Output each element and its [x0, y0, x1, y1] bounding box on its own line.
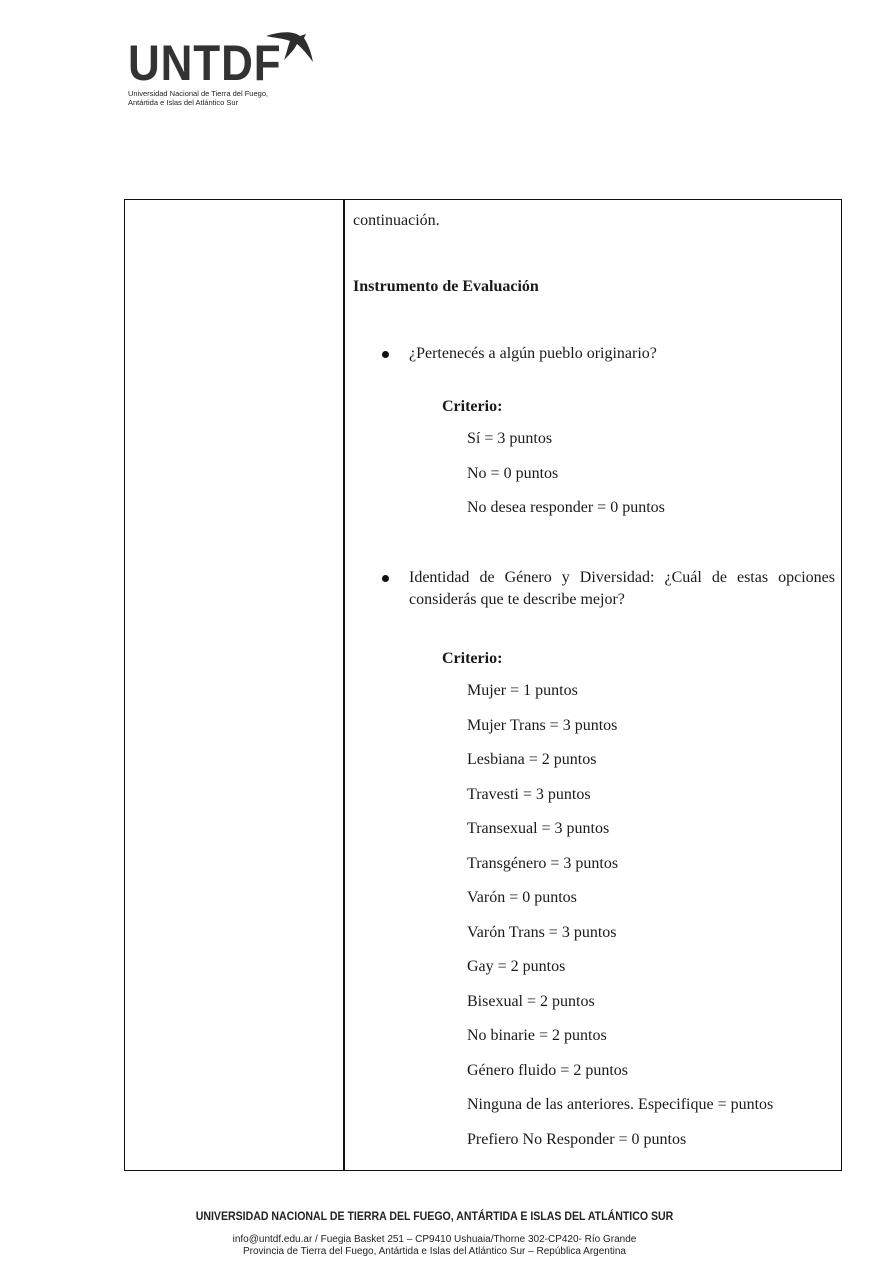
logo-subtitle: Universidad Nacional de Tierra del Fuego, Antártida e Islas del Atlántico Sur	[128, 89, 269, 107]
criteria-option: Transexual = 3 puntos	[467, 820, 610, 837]
criteria-option: No binarie = 2 puntos	[467, 1027, 607, 1044]
criteria-option: Varón Trans = 3 puntos	[467, 924, 617, 941]
criteria-option: Mujer Trans = 3 puntos	[467, 717, 618, 734]
criteria-label-1: Criterio:	[442, 398, 503, 415]
criteria-option: Travesti = 3 puntos	[467, 786, 591, 803]
criteria-option: Género fluido = 2 puntos	[467, 1062, 628, 1079]
criteria-label-2: Criterio:	[442, 650, 503, 667]
column-divider	[343, 200, 345, 1170]
criteria-option: Lesbiana = 2 puntos	[467, 751, 597, 768]
criteria-option: Transgénero = 3 puntos	[467, 855, 619, 872]
question-2: Identidad de Género y Diversidad: ¿Cuál de estas opciones considerás que te describe mejor?	[409, 569, 835, 608]
criteria-option: Varón = 0 puntos	[467, 889, 577, 906]
footer-address: Provincia de Tierra del Fuego, Antártida e Islas del Atlántico Sur – República Argentina	[242, 1246, 626, 1257]
criteria-option: Ninguna de las anteriores. Especifique = puntos	[467, 1096, 774, 1113]
footer-title: UNIVERSIDAD NACIONAL DE TIERRA DEL FUEGO, ANTÁRTIDA E ISLAS DEL ATLÁNTICO SUR	[195, 1209, 674, 1223]
bullet-icon	[382, 351, 389, 358]
document-table	[124, 199, 842, 1171]
continuation-text: continuación.	[353, 212, 440, 229]
section-title: Instrumento de Evaluación	[353, 278, 539, 295]
criteria-option: Mujer = 1 puntos	[467, 682, 578, 699]
criteria-option: Gay = 2 puntos	[467, 958, 566, 975]
criteria-option: No = 0 puntos	[467, 465, 559, 482]
criteria-option: Bisexual = 2 puntos	[467, 993, 595, 1010]
bullet-icon	[382, 575, 389, 582]
bird-logo-icon	[264, 26, 314, 72]
criteria-option: No desea responder = 0 puntos	[467, 499, 665, 516]
logo-wordmark: UNTDF	[128, 35, 282, 91]
question-1: ¿Pertenecés a algún pueblo originario?	[409, 345, 657, 362]
criteria-option: Sí = 3 puntos	[467, 430, 553, 447]
untdf-logo	[128, 26, 318, 116]
criteria-option: Prefiero No Responder = 0 puntos	[467, 1131, 687, 1148]
footer-contact: info@untdf.edu.ar / Fuegia Basket 251 – CP9410 Ushuaia/Thorne 302-CP420- Río Grande	[232, 1234, 637, 1245]
